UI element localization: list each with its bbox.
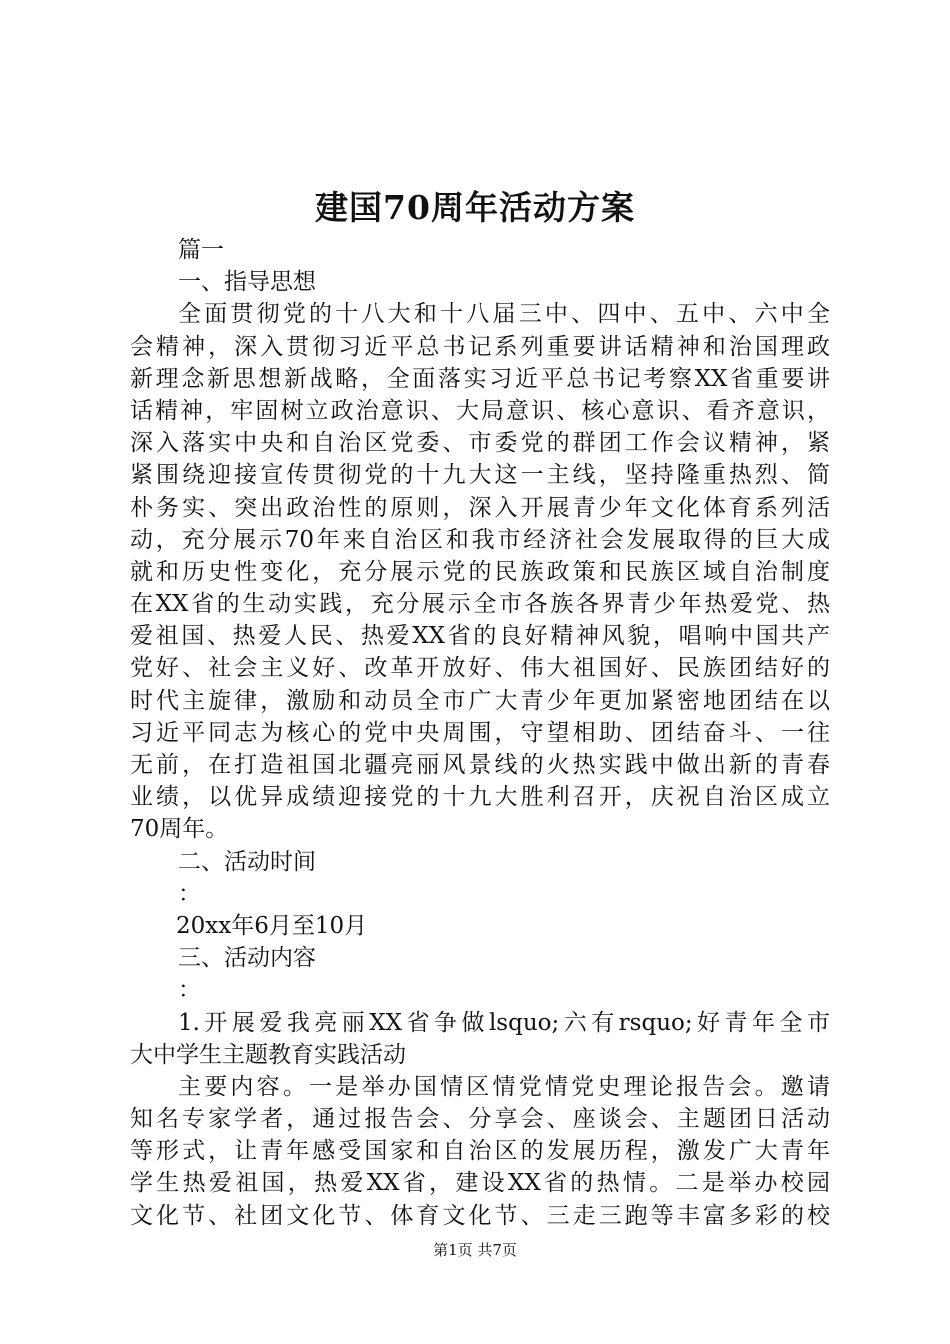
- section-label: 篇一: [178, 237, 224, 263]
- paragraph-line: 1.开展爱我亮丽XX省争做lsquo;六有rsquo;好青年全市: [178, 1009, 830, 1036]
- paragraph-line: 动，充分展示70年来自治区和我市经济社会发展取得的巨大成: [130, 526, 830, 553]
- paragraph-line: 在XX省的生动实践，充分展示全市各族各界青少年热爱党、热: [130, 591, 830, 618]
- section-heading: 三、活动内容: [178, 945, 316, 972]
- paragraph-line: 等形式，让青年感受国家和自治区的发展历程，激发广大青年: [130, 1138, 830, 1165]
- paragraph-line: 党好、社会主义好、改革开放好、伟大祖国好、民族团结好的: [130, 655, 830, 682]
- paragraph-line: 全面贯彻党的十八大和十八届三中、四中、五中、六中全: [178, 301, 830, 328]
- paragraph-line: 话精神，牢固树立政治意识、大局意识、核心意识、看齐意识，: [130, 397, 830, 424]
- colon-line: ：: [178, 880, 201, 907]
- paragraph-line: 爱祖国、热爱人民、热爱XX省的良好精神风貌，唱响中国共产: [130, 623, 830, 650]
- activity-time: 20xx年6月至10月: [176, 912, 368, 939]
- paragraph-line: 大中学生主题教育实践活动: [130, 1041, 406, 1068]
- document-body: [130, 234, 830, 1232]
- paragraph-line: 业绩，以优异成绩迎接党的十九大胜利召开，庆祝自治区成立: [130, 784, 830, 811]
- paragraph-line: 学生热爱祖国，热爱XX省，建设XX省的热情。二是举办校园: [130, 1170, 830, 1197]
- paragraph-line: 深入落实中央和自治区党委、市委党的群团工作会议精神，紧: [130, 430, 830, 457]
- document-title: 建国70周年活动方案: [315, 188, 635, 227]
- section-heading: 一、指导思想: [178, 269, 316, 296]
- paragraph-line: 朴务实、突出政治性的原则，深入开展青少年文化体育系列活: [130, 494, 830, 521]
- paragraph-line: 知名专家学者，通过报告会、分享会、座谈会、主题团日活动: [130, 1106, 830, 1133]
- paragraph-line: 文化节、社团文化节、体育文化节、三走三跑等丰富多彩的校: [130, 1202, 830, 1229]
- paragraph-line: 就和历史性变化，充分展示党的民族政策和民族区域自治制度: [130, 558, 830, 585]
- section-heading: 二、活动时间: [178, 848, 316, 875]
- paragraph-line: 主要内容。一是举办国情区情党情党史理论报告会。邀请: [178, 1073, 830, 1100]
- paragraph-line: 会精神，深入贯彻习近平总书记系列重要讲话精神和治国理政: [130, 333, 830, 360]
- paragraph-line: 习近平同志为核心的党中央周围，守望相助、团结奋斗、一往: [130, 719, 830, 746]
- paragraph-line: 70周年。: [130, 816, 229, 843]
- colon-line: ：: [178, 977, 201, 1004]
- paragraph-line: 紧围绕迎接宣传贯彻党的十九大这一主线，坚持隆重热烈、简: [130, 462, 830, 489]
- page-footer: 第1页 共7页: [433, 1241, 517, 1259]
- paragraph-line: 新理念新思想新战略，全面落实习近平总书记考察XX省重要讲: [130, 365, 830, 392]
- paragraph-line: 时代主旋律，激励和动员全市广大青少年更加紧密地团结在以: [130, 687, 830, 714]
- paragraph-line: 无前，在打造祖国北疆亮丽风景线的火热实践中做出新的青春: [130, 752, 830, 778]
